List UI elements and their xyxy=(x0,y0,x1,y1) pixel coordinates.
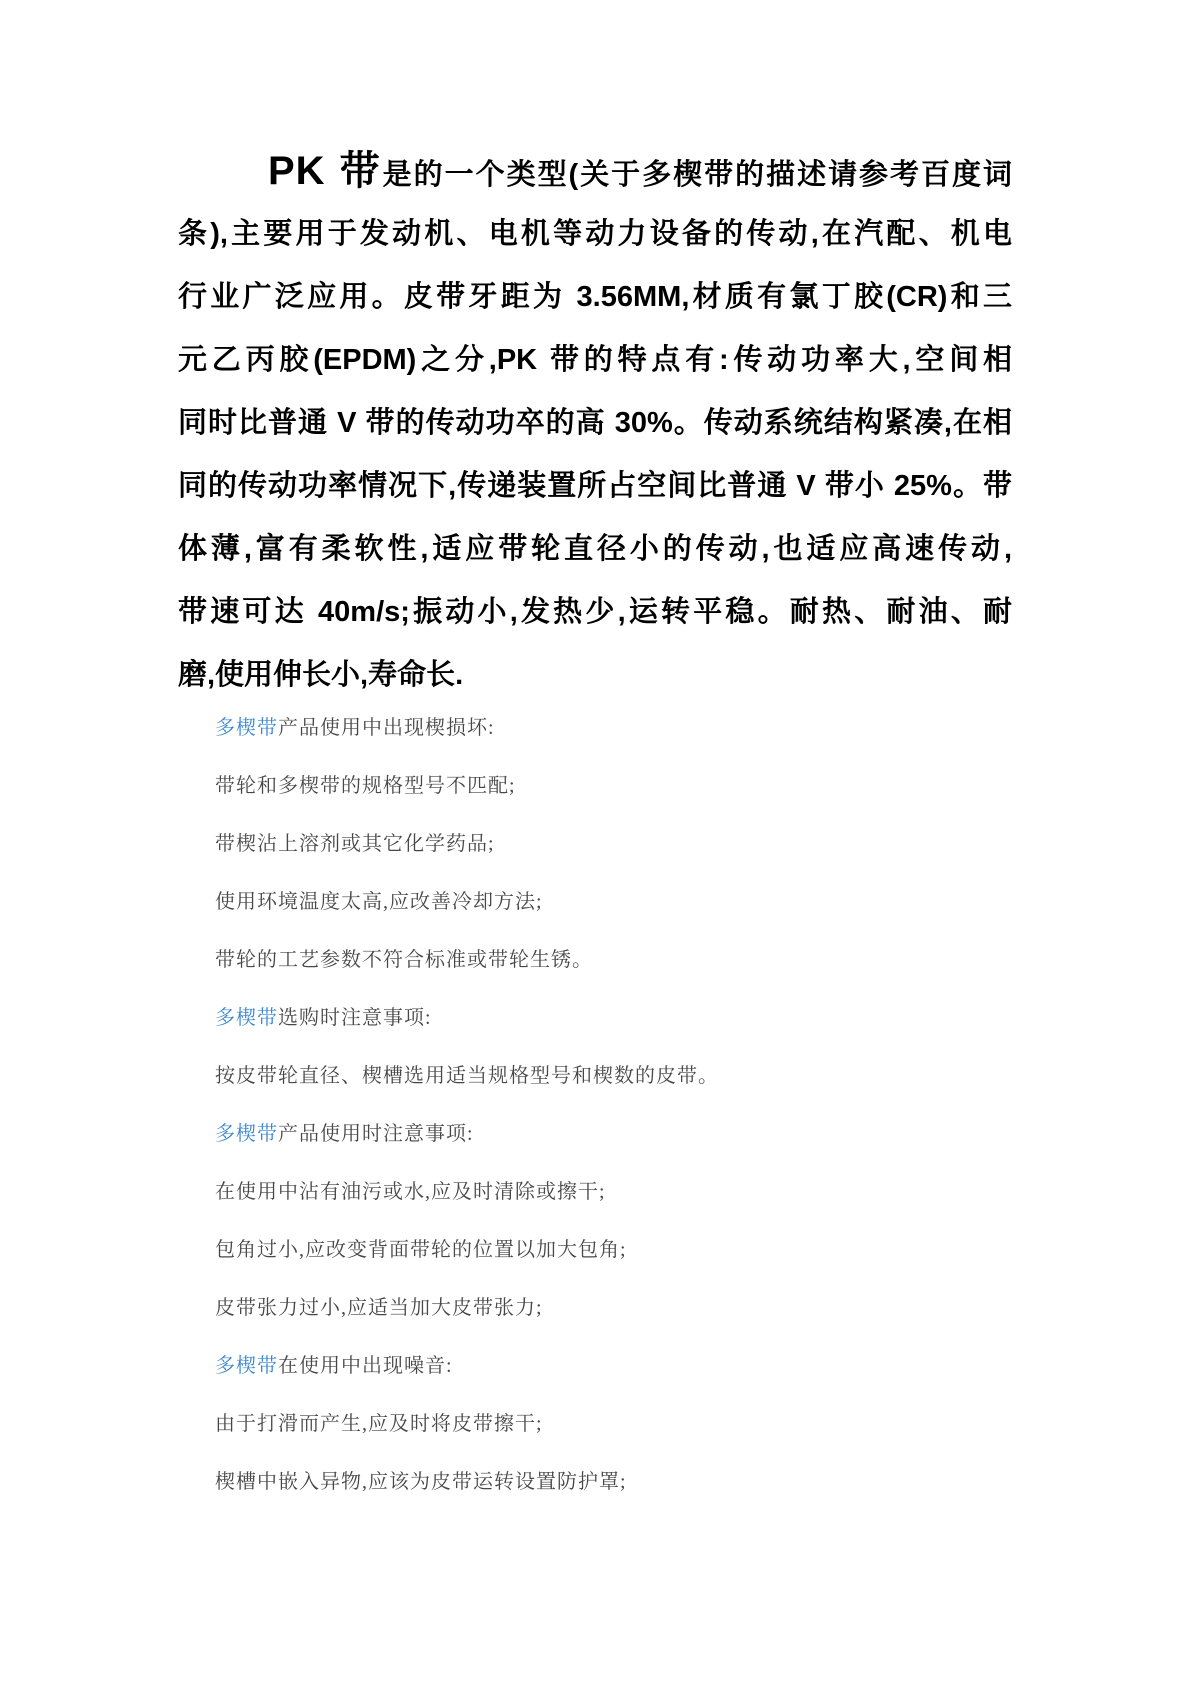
intro-paragraph xyxy=(178,140,1012,707)
note-text: 楔槽中嵌入异物,应该为皮带运转设置防护罩; xyxy=(215,1471,627,1493)
note-line-10 xyxy=(215,1221,1075,1279)
note-text: 选购时注意事项: xyxy=(278,1007,432,1029)
note-text: 带轮的工艺参数不符合标准或带轮生锈。 xyxy=(215,949,593,971)
note-line-13 xyxy=(215,1395,1075,1453)
keyword-link[interactable]: 多楔带 xyxy=(215,1355,278,1377)
note-line-4 xyxy=(215,873,1075,931)
note-text: 在使用中出现噪音: xyxy=(278,1355,453,1377)
keyword-link[interactable]: 多楔带 xyxy=(215,717,278,739)
note-line-8 xyxy=(215,1105,1075,1163)
note-line-6 xyxy=(215,989,1075,1047)
intro-line-3: 行业广泛应用。皮带牙距为 3.56MM,材质有氯丁胶(CR)和三 xyxy=(178,281,1012,313)
intro-line-1 xyxy=(178,140,1012,203)
intro-line-6: 同的传动功率情况下,传递装置所占空间比普通 V 带小 25%。带 xyxy=(178,470,1012,502)
pk-belt-term: PK 带 xyxy=(268,149,383,193)
note-line-1 xyxy=(215,699,1075,757)
note-text: 按皮带轮直径、楔槽选用适当规格型号和楔数的皮带。 xyxy=(215,1065,719,1087)
intro-line-4: 元乙丙胶(EPDM)之分,PK 带的特点有:传动功率大,空间相 xyxy=(178,344,1012,376)
keyword-link[interactable]: 多楔带 xyxy=(215,1123,278,1145)
note-text: 包角过小,应改变背面带轮的位置以加大包角; xyxy=(215,1239,627,1261)
intro-line-2: 条),主要用于发动机、电机等动力设备的传动,在汽配、机电 xyxy=(178,218,1012,250)
note-line-2 xyxy=(215,757,1075,815)
intro-line-9: 磨,使用伸长小,寿命长. xyxy=(178,659,464,691)
note-line-3 xyxy=(215,815,1075,873)
note-line-12 xyxy=(215,1337,1075,1395)
note-text: 由于打滑而产生,应及时将皮带擦干; xyxy=(215,1413,543,1435)
note-text: 使用环境温度太高,应改善冷却方法; xyxy=(215,891,543,913)
note-text: 产品使用中出现楔损坏: xyxy=(278,717,495,739)
intro-line-1-text: 是的一个类型(关于多楔带的描述请参考百度词 xyxy=(382,159,1012,191)
note-text: 在使用中沾有油污或水,应及时清除或擦干; xyxy=(215,1181,606,1203)
note-line-5 xyxy=(215,931,1075,989)
note-text: 带楔沾上溶剂或其它化学药品; xyxy=(215,833,495,855)
note-line-9 xyxy=(215,1163,1075,1221)
keyword-link[interactable]: 多楔带 xyxy=(215,1007,278,1029)
note-text: 带轮和多楔带的规格型号不匹配; xyxy=(215,775,516,797)
intro-line-5: 同时比普通 V 带的传动功卒的高 30%。传动系统结构紧凑,在相 xyxy=(178,407,1012,439)
note-line-11 xyxy=(215,1279,1075,1337)
intro-line-8: 带速可达 40m/s;振动小,发热少,运转平稳。耐热、耐油、耐 xyxy=(178,596,1012,628)
note-text: 产品使用时注意事项: xyxy=(278,1123,474,1145)
note-line-7 xyxy=(215,1047,1075,1105)
intro-line-7: 体薄,富有柔软性,适应带轮直径小的传动,也适应高速传动, xyxy=(178,533,1012,565)
note-text: 皮带张力过小,应适当加大皮带张力; xyxy=(215,1297,543,1319)
notes-list xyxy=(215,699,1075,1511)
note-line-14 xyxy=(215,1453,1075,1511)
